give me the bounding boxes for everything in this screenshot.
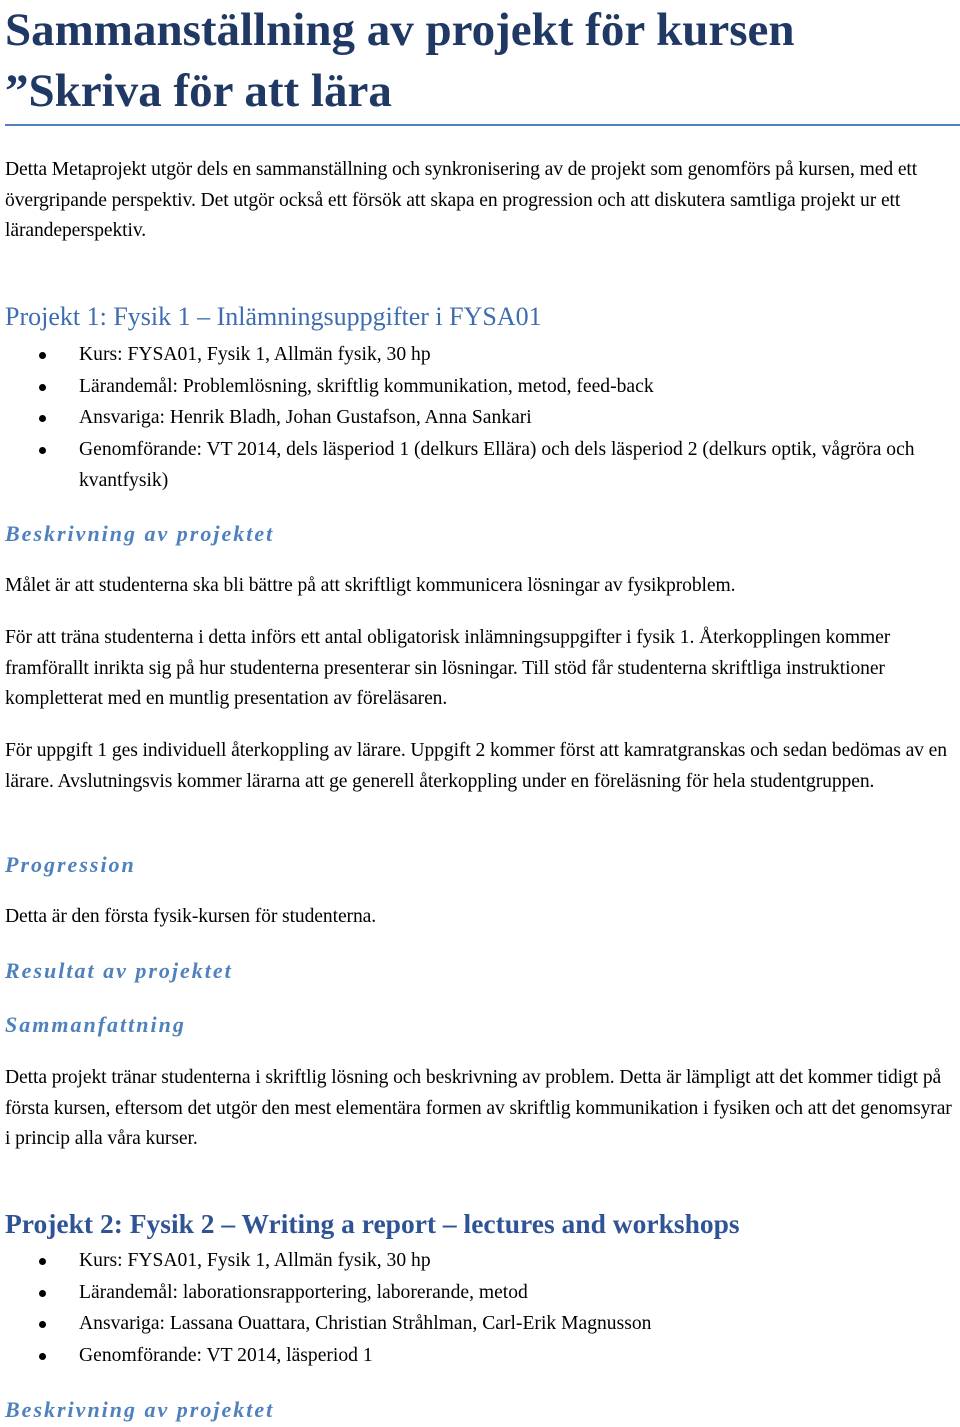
bullet-icon <box>39 415 46 422</box>
project-2-responsible-item <box>5 1308 955 1340</box>
project-1-description-paragraph-2: För att träna studenterna i detta införs ett antal obligatorisk inlämningsuppgifter i fysik 1. Återkopplingen kommer framförallt inrikta sig på hur studenterna presenterar sin lösningar. Till stöd får studenterna skriftliga instruktioner kompletterat med en muntlig presentation av föreläsaren. <box>5 627 891 709</box>
project-1-summary-text: Detta projekt tränar studenterna i skriftlig lösning och beskrivning av problem. Detta är lämpligt att det kommer tidigt på första kursen, eftersom det utgör den mest elementära formen av skriftlig kommunikation i fysiken och att det genomsyrar i princip alla våra kurser. <box>5 1067 952 1149</box>
project-1-description-paragraph-1: Målet är att studenterna ska bli bättre på att skriftligt kommunicera lösningar av fysikproblem. <box>5 575 736 596</box>
bullet-icon <box>39 447 46 454</box>
project-1-responsible-item <box>5 402 955 434</box>
project-1-execution-text: Genomförande: VT 2014, dels läsperiod 1 (delkurs Ellära) och dels läsperiod 2 (delkurs optik, vågröra och kvantfysik) <box>79 438 915 491</box>
project-1-summary-heading: Sammanfattning <box>5 1012 186 1037</box>
intro-paragraph: Detta Metaprojekt utgör dels en sammanställning och synkronisering av de projekt som genomförs på kursen, med ett övergripande perspektiv. Det utgör också ett försök att skapa en progression och att diskutera samtliga projekt ur ett lärandeperspektiv. <box>5 159 918 241</box>
project-1-progression-heading: Progression <box>5 852 136 877</box>
project-2-course-item <box>5 1245 955 1277</box>
project-1-details-list <box>5 339 955 497</box>
document-title-line-2: ”Skriva för att lära <box>5 65 392 117</box>
project-2-goals-text: Lärandemål: laborationsrapportering, laborerande, metod <box>79 1281 528 1303</box>
project-2-details-list <box>5 1245 955 1371</box>
project-1-course-text: Kurs: FYSA01, Fysik 1, Allmän fysik, 30 hp <box>79 344 431 365</box>
project-1-course-item <box>5 339 955 371</box>
project-1-execution-item <box>5 434 955 497</box>
document-title <box>5 0 955 122</box>
project-2-course-text: Kurs: FYSA01, Fysik 1, Allmän fysik, 30 hp <box>79 1250 431 1271</box>
project-1-description-paragraph-3: För uppgift 1 ges individuell återkoppling av lärare. Uppgift 2 kommer först att kamratgranskas och sedan bedömas av en lärare. Avslutningsvis kommer lärarna att ge generell återkoppling under en föreläsning för hela studentgruppen. <box>5 740 947 792</box>
project-1-goals-item <box>5 371 955 403</box>
project-2-execution-text: Genomförande: VT 2014, läsperiod 1 <box>79 1344 373 1366</box>
project-1-goals-text: Lärandemål: Problemlösning, skriftlig kommunikation, metod, feed-back <box>79 375 654 397</box>
project-1-heading: Projekt 1: Fysik 1 – Inlämningsuppgifter i FYSA01 <box>5 302 542 331</box>
project-2-responsible-text: Ansvariga: Lassana Ouattara, Christian Stråhlman, Carl-Erik Magnusson <box>79 1313 652 1334</box>
project-2-goals-item <box>5 1277 955 1309</box>
project-1-progression-text: Detta är den första fysik-kursen för studenterna. <box>5 906 377 927</box>
document-title-line-1: Sammanställning av projekt för kursen <box>5 4 795 56</box>
project-2-description-heading: Beskrivning av projektet <box>5 1397 275 1422</box>
bullet-icon <box>39 1321 46 1328</box>
project-1-responsible-text: Ansvariga: Henrik Bladh, Johan Gustafson, Anna Sankari <box>79 407 532 428</box>
bullet-icon <box>39 1353 46 1360</box>
project-1-result-heading: Resultat av projektet <box>5 958 233 983</box>
project-1-description-heading: Beskrivning av projektet <box>5 521 275 546</box>
bullet-icon <box>39 1258 46 1265</box>
project-2-heading: Projekt 2: Fysik 2 – Writing a report – lectures and workshops <box>5 1208 740 1239</box>
bullet-icon <box>39 384 46 391</box>
project-2-execution-item <box>5 1340 955 1372</box>
title-divider <box>5 124 960 126</box>
bullet-icon <box>39 352 46 359</box>
bullet-icon <box>39 1290 46 1297</box>
